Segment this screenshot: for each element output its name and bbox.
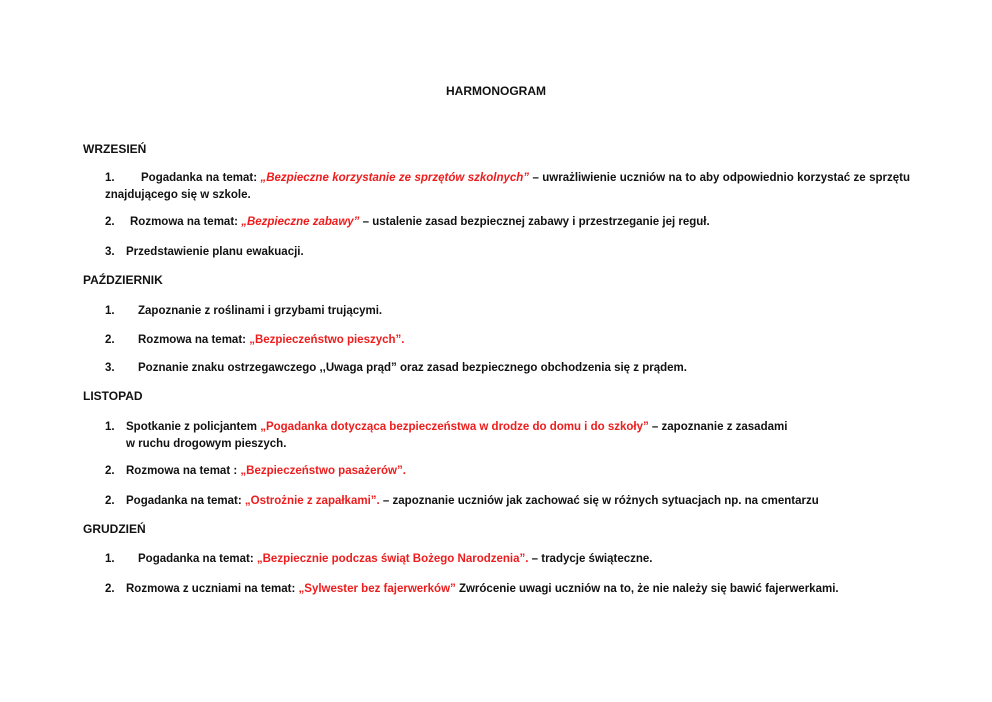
item-number: 3. [105,362,115,374]
item-text-post: – zapoznanie z zasadami [648,421,788,433]
item-text: Spotkanie z policjantem [126,421,261,433]
section-heading-listopad: LISTOPAD [83,389,143,403]
item-highlight: „Bezpieczeństwo pieszych”. [249,334,405,346]
item-text: Rozmowa z uczniami na temat: [126,583,299,595]
item-highlight: „Bezpieczeństwo pasażerów”. [240,465,406,477]
item-text: Rozmowa na temat: [130,216,242,228]
list-item [105,214,910,231]
item-text: Rozmowa na temat : [126,465,241,477]
item-text-post: – uwrażliwienie uczniów na to aby odpowiednio korzystać ze sprzętu znajdującego się w szkole. [105,172,910,201]
list-item [105,493,910,510]
list-item [105,244,910,261]
item-number: 1. [105,553,115,565]
item-text: Pogadanka na temat: [138,553,257,565]
list-item [105,303,910,320]
item-highlight: „Bezpieczne zabawy” [241,216,360,228]
item-number: 1. [105,172,115,184]
section-heading-grudzien: GRUDZIEŃ [83,522,146,536]
item-text-post: – zapoznanie uczniów jak zachować się w różnych sytuacjach np. na cmentarzu [379,495,819,507]
section-heading-pazdziernik: PAŹDZIERNIK [83,273,163,287]
list-item [105,332,910,349]
item-number: 1. [105,421,115,433]
item-highlight: „Sylwester bez fajerwerków” [298,583,456,595]
item-text: Zapoznanie z roślinami i grzybami trującymi. [138,305,383,317]
list-item [105,419,910,453]
item-highlight: „Bezpiecznie podczas świąt Bożego Narodzenia”. [256,553,529,565]
list-item [105,463,910,480]
item-text: Pogadanka na temat: [126,495,245,507]
section-heading-wrzesien: WRZESIEŃ [83,142,147,156]
item-number: 2. [105,583,115,595]
item-text: Przedstawienie planu ewakuacji. [126,246,304,258]
item-text-post: Zwrócenie uwagi uczniów na to, że nie należy się bawić fajerwerkami. [455,583,839,595]
item-number: 2. [105,495,115,507]
list-item [105,170,910,204]
item-text: Poznanie znaku ostrzegawczego ,,Uwaga prąd” oraz zasad bezpiecznego obchodzenia się z prądem. [138,362,687,374]
item-text: Rozmowa na temat: [138,334,250,346]
item-highlight: „Bezpieczne korzystanie ze sprzętów szkolnych” [260,172,530,184]
page-title: HARMONOGRAM [446,84,546,98]
item-highlight: „Pogadanka dotycząca bezpieczeństwa w drodze do domu i do szkoły” [260,421,649,433]
item-text-post: – tradycje świąteczne. [528,553,653,565]
list-item [105,551,910,568]
item-text-post: – ustalenie zasad bezpiecznej zabawy i przestrzeganie jej reguł. [359,216,710,228]
item-number: 1. [105,305,115,317]
item-number: 3. [105,246,115,258]
item-number: 2. [105,216,115,228]
item-number: 2. [105,465,115,477]
item-number: 2. [105,334,115,346]
item-text-line2: w ruchu drogowym pieszych. [126,438,287,450]
list-item [105,581,910,598]
item-highlight: „Ostrożnie z zapałkami”. [244,495,380,507]
item-text: Pogadanka na temat: [141,172,261,184]
list-item [105,360,910,377]
